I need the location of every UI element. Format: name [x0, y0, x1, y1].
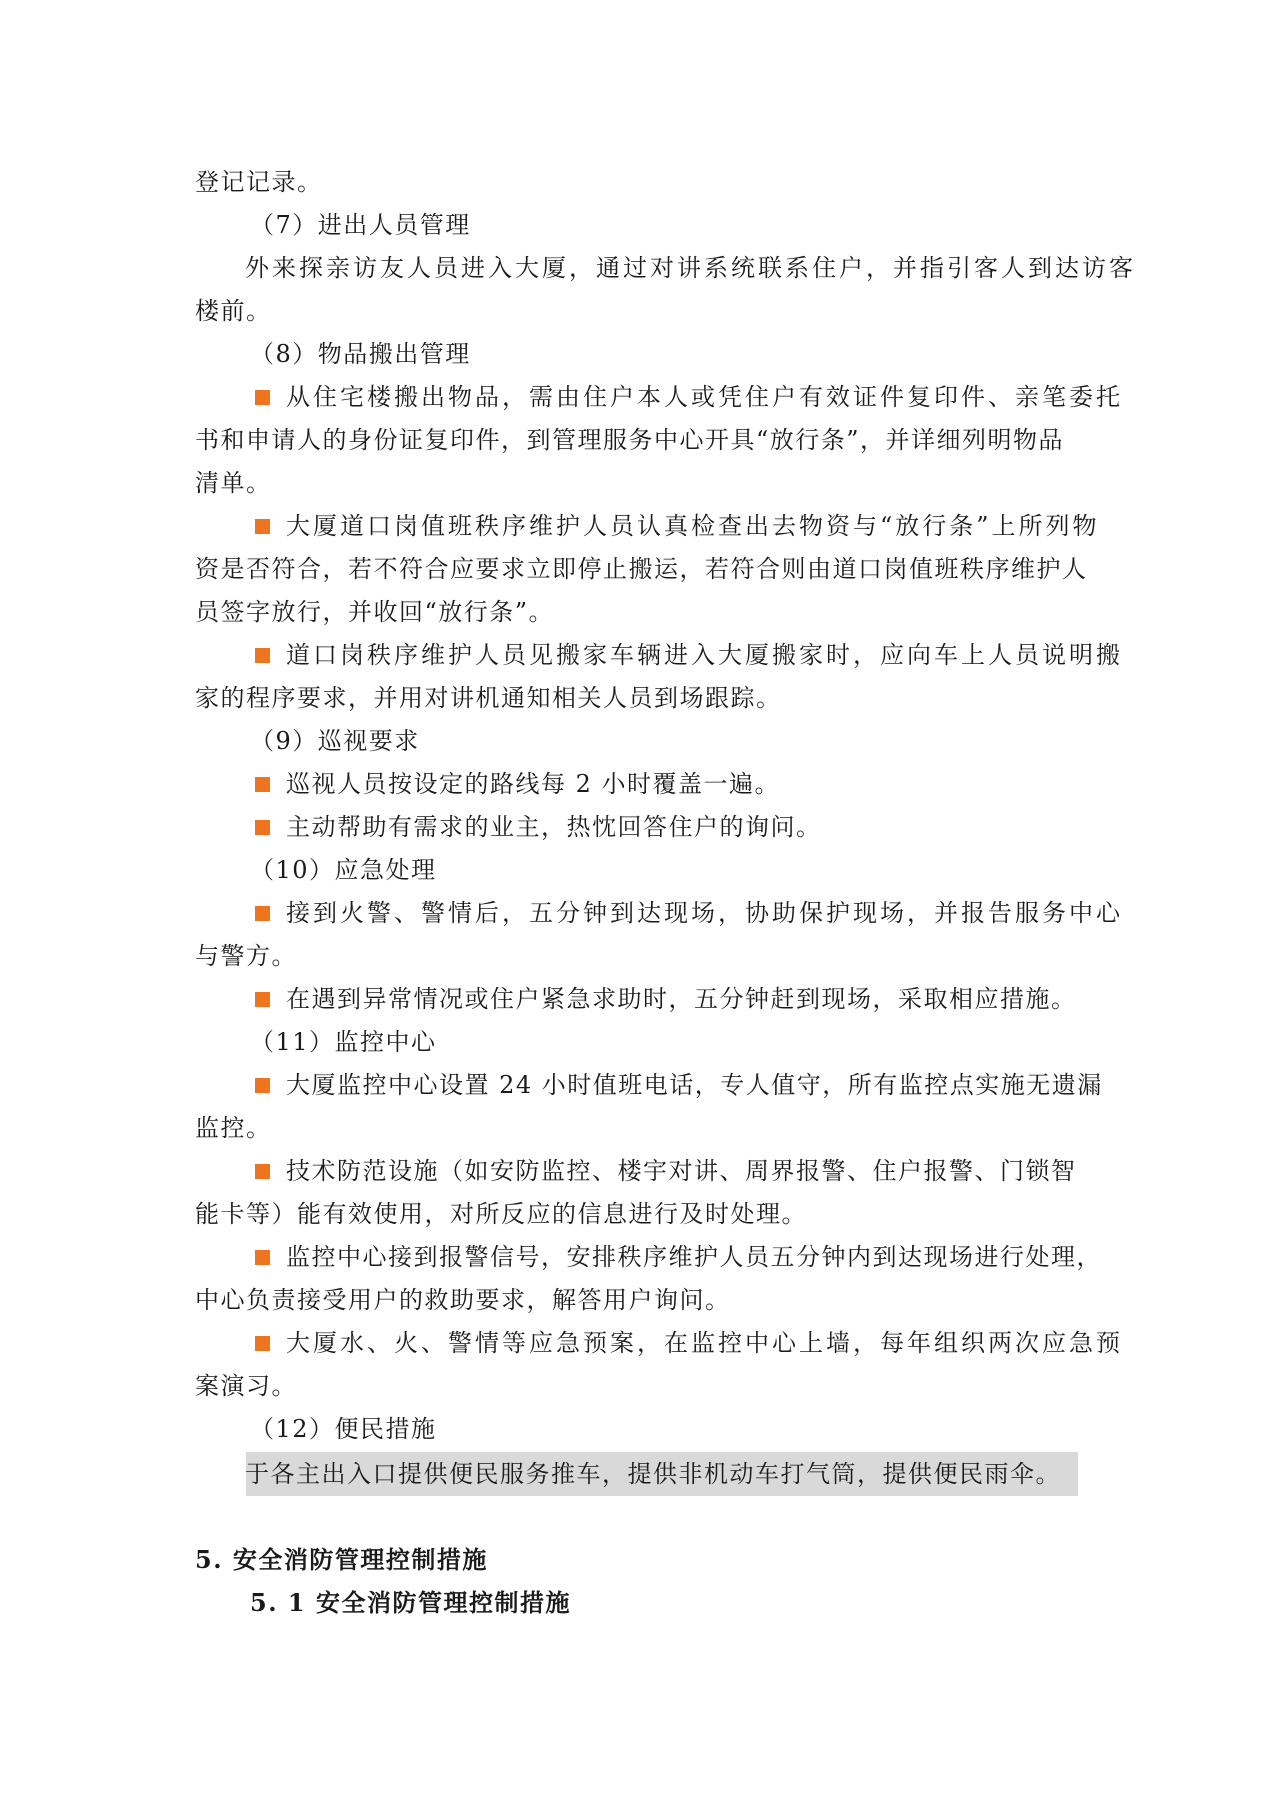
- paragraph-line: 中心负责接受用户的救助要求，解答用户询问。: [195, 1286, 731, 1314]
- orange-square-bullet-icon: [255, 777, 270, 792]
- paragraph-line: 外来探亲访友人员进入大厦，通过对讲系统联系住户，并指引客人到达访客: [245, 254, 1136, 282]
- section-heading-7: （7）进出人员管理: [250, 211, 471, 239]
- orange-square-bullet-icon: [255, 992, 270, 1007]
- paragraph-line: 书和申请人的身份证复印件，到管理服务中心开具“放行条”，并详细列明物品: [195, 426, 1065, 454]
- bullet-text: 大厦道口岗值班秩序维护人员认真检查出去物资与“放行条”上所列物: [286, 512, 1100, 540]
- section-heading-12: （12）便民措施: [250, 1415, 437, 1443]
- paragraph-line: 监控。: [195, 1114, 272, 1142]
- orange-square-bullet-icon: [255, 906, 270, 921]
- bullet-text: 大厦监控中心设置 24 小时值班电话，专人值守，所有监控点实施无遗漏: [286, 1071, 1103, 1099]
- bullet-text: 巡视人员按设定的路线每 2 小时覆盖一遍。: [286, 770, 781, 798]
- orange-square-bullet-icon: [255, 1164, 270, 1179]
- section-heading-9: （9）巡视要求: [250, 727, 420, 755]
- paragraph-line: 登记记录。: [195, 168, 323, 196]
- bullet-text: 在遇到异常情况或住户紧急求助时，五分钟赶到现场，采取相应措施。: [286, 985, 1077, 1013]
- paragraph-line: 员签字放行，并收回“放行条”。: [195, 598, 555, 626]
- section-heading-10: （10）应急处理: [250, 856, 437, 884]
- bullet-text: 监控中心接到报警信号，安排秩序维护人员五分钟内到达现场进行处理，: [286, 1243, 1102, 1271]
- orange-square-bullet-icon: [255, 820, 270, 835]
- paragraph-line: 案演习。: [195, 1372, 297, 1400]
- orange-square-bullet-icon: [255, 390, 270, 405]
- highlighted-paragraph: 于各主出入口提供便民服务推车，提供非机动车打气筒，提供便民雨伞。: [245, 1460, 1061, 1488]
- bullet-text: 道口岗秩序维护人员见搬家车辆进入大厦搬家时，应向车上人员说明搬: [286, 641, 1123, 669]
- paragraph-line: 清单。: [195, 469, 272, 497]
- chapter-heading: 5. 安全消防管理控制措施: [195, 1545, 488, 1574]
- bullet-text: 接到火警、警情后，五分钟到达现场，协助保护现场，并报告服务中心: [286, 899, 1123, 927]
- paragraph-line: 与警方。: [195, 942, 297, 970]
- subsection-heading: 5. 1 安全消防管理控制措施: [250, 1588, 571, 1617]
- bullet-text: 技术防范设施（如安防监控、楼宇对讲、周界报警、住户报警、门锁智: [286, 1157, 1077, 1185]
- paragraph-line: 能卡等）能有效使用，对所反应的信息进行及时处理。: [195, 1200, 807, 1228]
- paragraph-line: 家的程序要求，并用对讲机通知相关人员到场跟踪。: [195, 684, 782, 712]
- orange-square-bullet-icon: [255, 648, 270, 663]
- bullet-text: 大厦水、火、警情等应急预案，在监控中心上墙，每年组织两次应急预: [286, 1329, 1123, 1357]
- bullet-text: 从住宅楼搬出物品，需由住户本人或凭住户有效证件复印件、亲笔委托: [286, 383, 1123, 411]
- orange-square-bullet-icon: [255, 1078, 270, 1093]
- section-heading-8: （8）物品搬出管理: [250, 340, 471, 368]
- orange-square-bullet-icon: [255, 519, 270, 534]
- bullet-text: 主动帮助有需求的业主，热忱回答住户的询问。: [286, 813, 822, 841]
- orange-square-bullet-icon: [255, 1250, 270, 1265]
- orange-square-bullet-icon: [255, 1336, 270, 1351]
- section-heading-11: （11）监控中心: [250, 1028, 437, 1056]
- paragraph-line: 楼前。: [195, 297, 272, 325]
- paragraph-line: 资是否符合，若不符合应要求立即停止搬运，若符合则由道口岗值班秩序维护人: [195, 555, 1088, 583]
